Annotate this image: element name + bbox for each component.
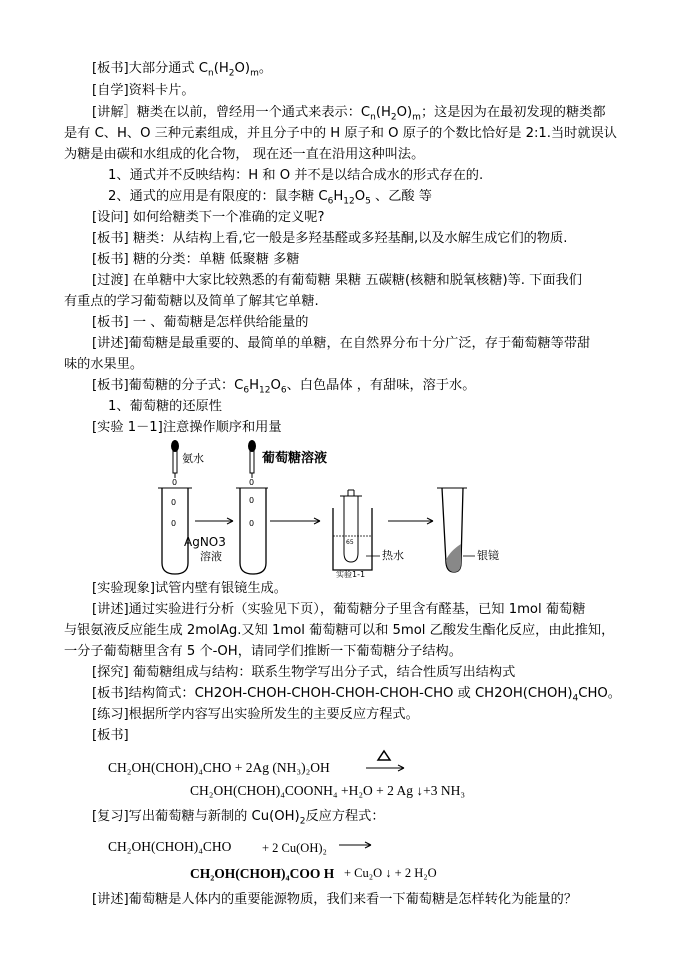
- line-exercise: [练习]根据所学内容写出实验所发生的主要反应方程式。: [92, 707, 419, 722]
- line-board: [板书]: [92, 728, 129, 743]
- label-silver-mirror: 银镜: [477, 549, 499, 562]
- silver-mirror-tube: [437, 488, 475, 572]
- hot-water-beaker: [333, 490, 380, 570]
- line-point-2: 2、通式的应用是有限度的：鼠李糖 $C_6H_{12}O_5$ 、乙酸 等: [108, 189, 432, 207]
- line-explain-1: [讲解］糖类在以前，曾经用一个通式来表示：$C_n(H_2O)_m$；这是因为在最初发现的糖类都: [92, 105, 606, 123]
- line-phenomenon: [实验现象]试管内壁有银镜生成。: [92, 581, 287, 596]
- line-section-heading: [板书] 一 、葡萄糖是怎样供给能量的: [92, 315, 309, 330]
- line-energy: [讲述]葡萄糖是人体内的重要能源物质，我们来看一下葡萄糖是怎样转化为能量的？: [92, 892, 578, 907]
- label-zero-1: 0: [172, 478, 178, 487]
- line-molecular-formula: [板书]葡萄糖的分子式：$C_6H_{12}O_6$、白色晶体 ，有甜味，溶于水。: [92, 378, 476, 396]
- label-hot-water: 热水: [382, 549, 404, 562]
- svg-text:0: 0: [249, 519, 255, 528]
- test-tube-1: [158, 488, 192, 574]
- line-review: [复习]写出葡萄糖与新制的 $Cu(OH)_2$反应方程式：: [92, 809, 385, 827]
- label-glucose-solution: 葡萄糖溶液: [262, 451, 328, 466]
- label-ammonia: 氨水: [182, 452, 204, 465]
- dropper-glucose: [248, 440, 256, 478]
- line-analysis-2: 与银氨液反应能生成 2molAg.又知 1mol 葡萄糖可以和 5mol 乙酸发生酯化反应，由此推知，: [64, 623, 615, 638]
- line-analysis-3: 一分子葡萄糖里含有 5 个-OH，请同学们推断一下葡萄糖分子结构。: [64, 644, 462, 659]
- svg-text:0: 0: [249, 496, 255, 505]
- test-tube-2: [236, 488, 268, 574]
- line-definition: [板书] 糖类：从结构上看,它一般是多羟基醛或多羟基酮,以及水解生成它们的物质.: [92, 231, 568, 246]
- line-explore: [探究] 葡萄糖组成与结构：联系生物学写出分子式，结合性质写出结构式: [92, 665, 516, 680]
- line-structure: [板书]结构简式：CH2OH-CHOH-CHOH-CHOH-CHOH-CHO 或 $CH2OH(CHOH)_4CHO$。: [92, 686, 621, 704]
- label-caption: 实验1-1: [336, 570, 366, 579]
- line-transition-2: 有重点的学习葡萄糖以及简单了解其它单糖.: [64, 294, 319, 309]
- line-transition-1: [过渡] 在单糖中大家比较熟悉的有葡萄糖 果糖 五碳糖(核糖和脱氧核糖)等. 下面我们: [92, 273, 582, 288]
- equation-2-byproducts: + Cu₂O ↓ + 2 H₂O: [344, 866, 437, 880]
- line-explain-2: 是有 C、H、O 三种元素组成，并且分子中的 H 原子和 O 原子的个数比恰好是 2:1.当时就误认: [64, 126, 617, 141]
- reaction-arrow-2: [338, 838, 374, 852]
- svg-text:65: 65: [346, 539, 354, 546]
- line-analysis-1: [讲述]通过实验进行分析（实验见下页），葡萄糖分子里含有醛基，已知 1mol 葡萄糖: [92, 602, 586, 617]
- label-agno3: AgNO3: [184, 535, 226, 549]
- line-glucose-intro-1: [讲述]葡萄糖是最重要的、最简单的单糖，在自然界分布十分广泛，存于葡萄糖等带甜: [92, 336, 591, 351]
- line-glucose-intro-2: 味的水果里。: [64, 357, 144, 372]
- equation-2-product: CH₂OH(CHOH)₄COO H: [190, 866, 335, 881]
- line-explain-3: 为糖是由碳和水组成的化合物， 现在还一直在沿用这种叫法。: [64, 147, 425, 162]
- label-solution: 溶液: [200, 550, 222, 563]
- equation-2-reagent: + 2 Cu(OH)₂: [262, 841, 327, 855]
- line-classification: [板书] 糖的分类：单糖 低聚糖 多糖: [92, 252, 300, 267]
- equation-2-left: CH₂OH(CHOH)₄CHO: [108, 839, 232, 854]
- dropper-ammonia: [171, 440, 179, 478]
- experiment-figure: [150, 438, 510, 580]
- line-general-formula: [板书]大部分通式 $C_n(H_2O)_m$。: [92, 61, 273, 79]
- line-experiment: [实验 1－1]注意操作顺序和用量: [92, 420, 282, 435]
- line-self-study: [自学]资料卡片。: [92, 83, 195, 98]
- line-question: [设问] 如何给糖类下一个准确的定义呢?: [92, 210, 325, 225]
- line-point-1: 1、通式并不反映结构：H 和 O 并不是以结合成水的形式存在的.: [108, 168, 484, 183]
- equation-1-right: CH₂OH(CHOH)₄COONH₄ +H₂O + 2 Ag ↓+3 NH₃: [190, 783, 466, 798]
- equation-1-left: CH₂OH(CHOH)₄CHO + 2Ag (NH₃)₂OH: [108, 760, 330, 775]
- svg-text:0: 0: [171, 498, 177, 507]
- heat-arrow-1: [364, 748, 408, 774]
- label-zero-2: 0: [249, 478, 255, 487]
- line-reducibility: 1、葡萄糖的还原性: [108, 399, 222, 414]
- svg-text:0: 0: [171, 519, 177, 528]
